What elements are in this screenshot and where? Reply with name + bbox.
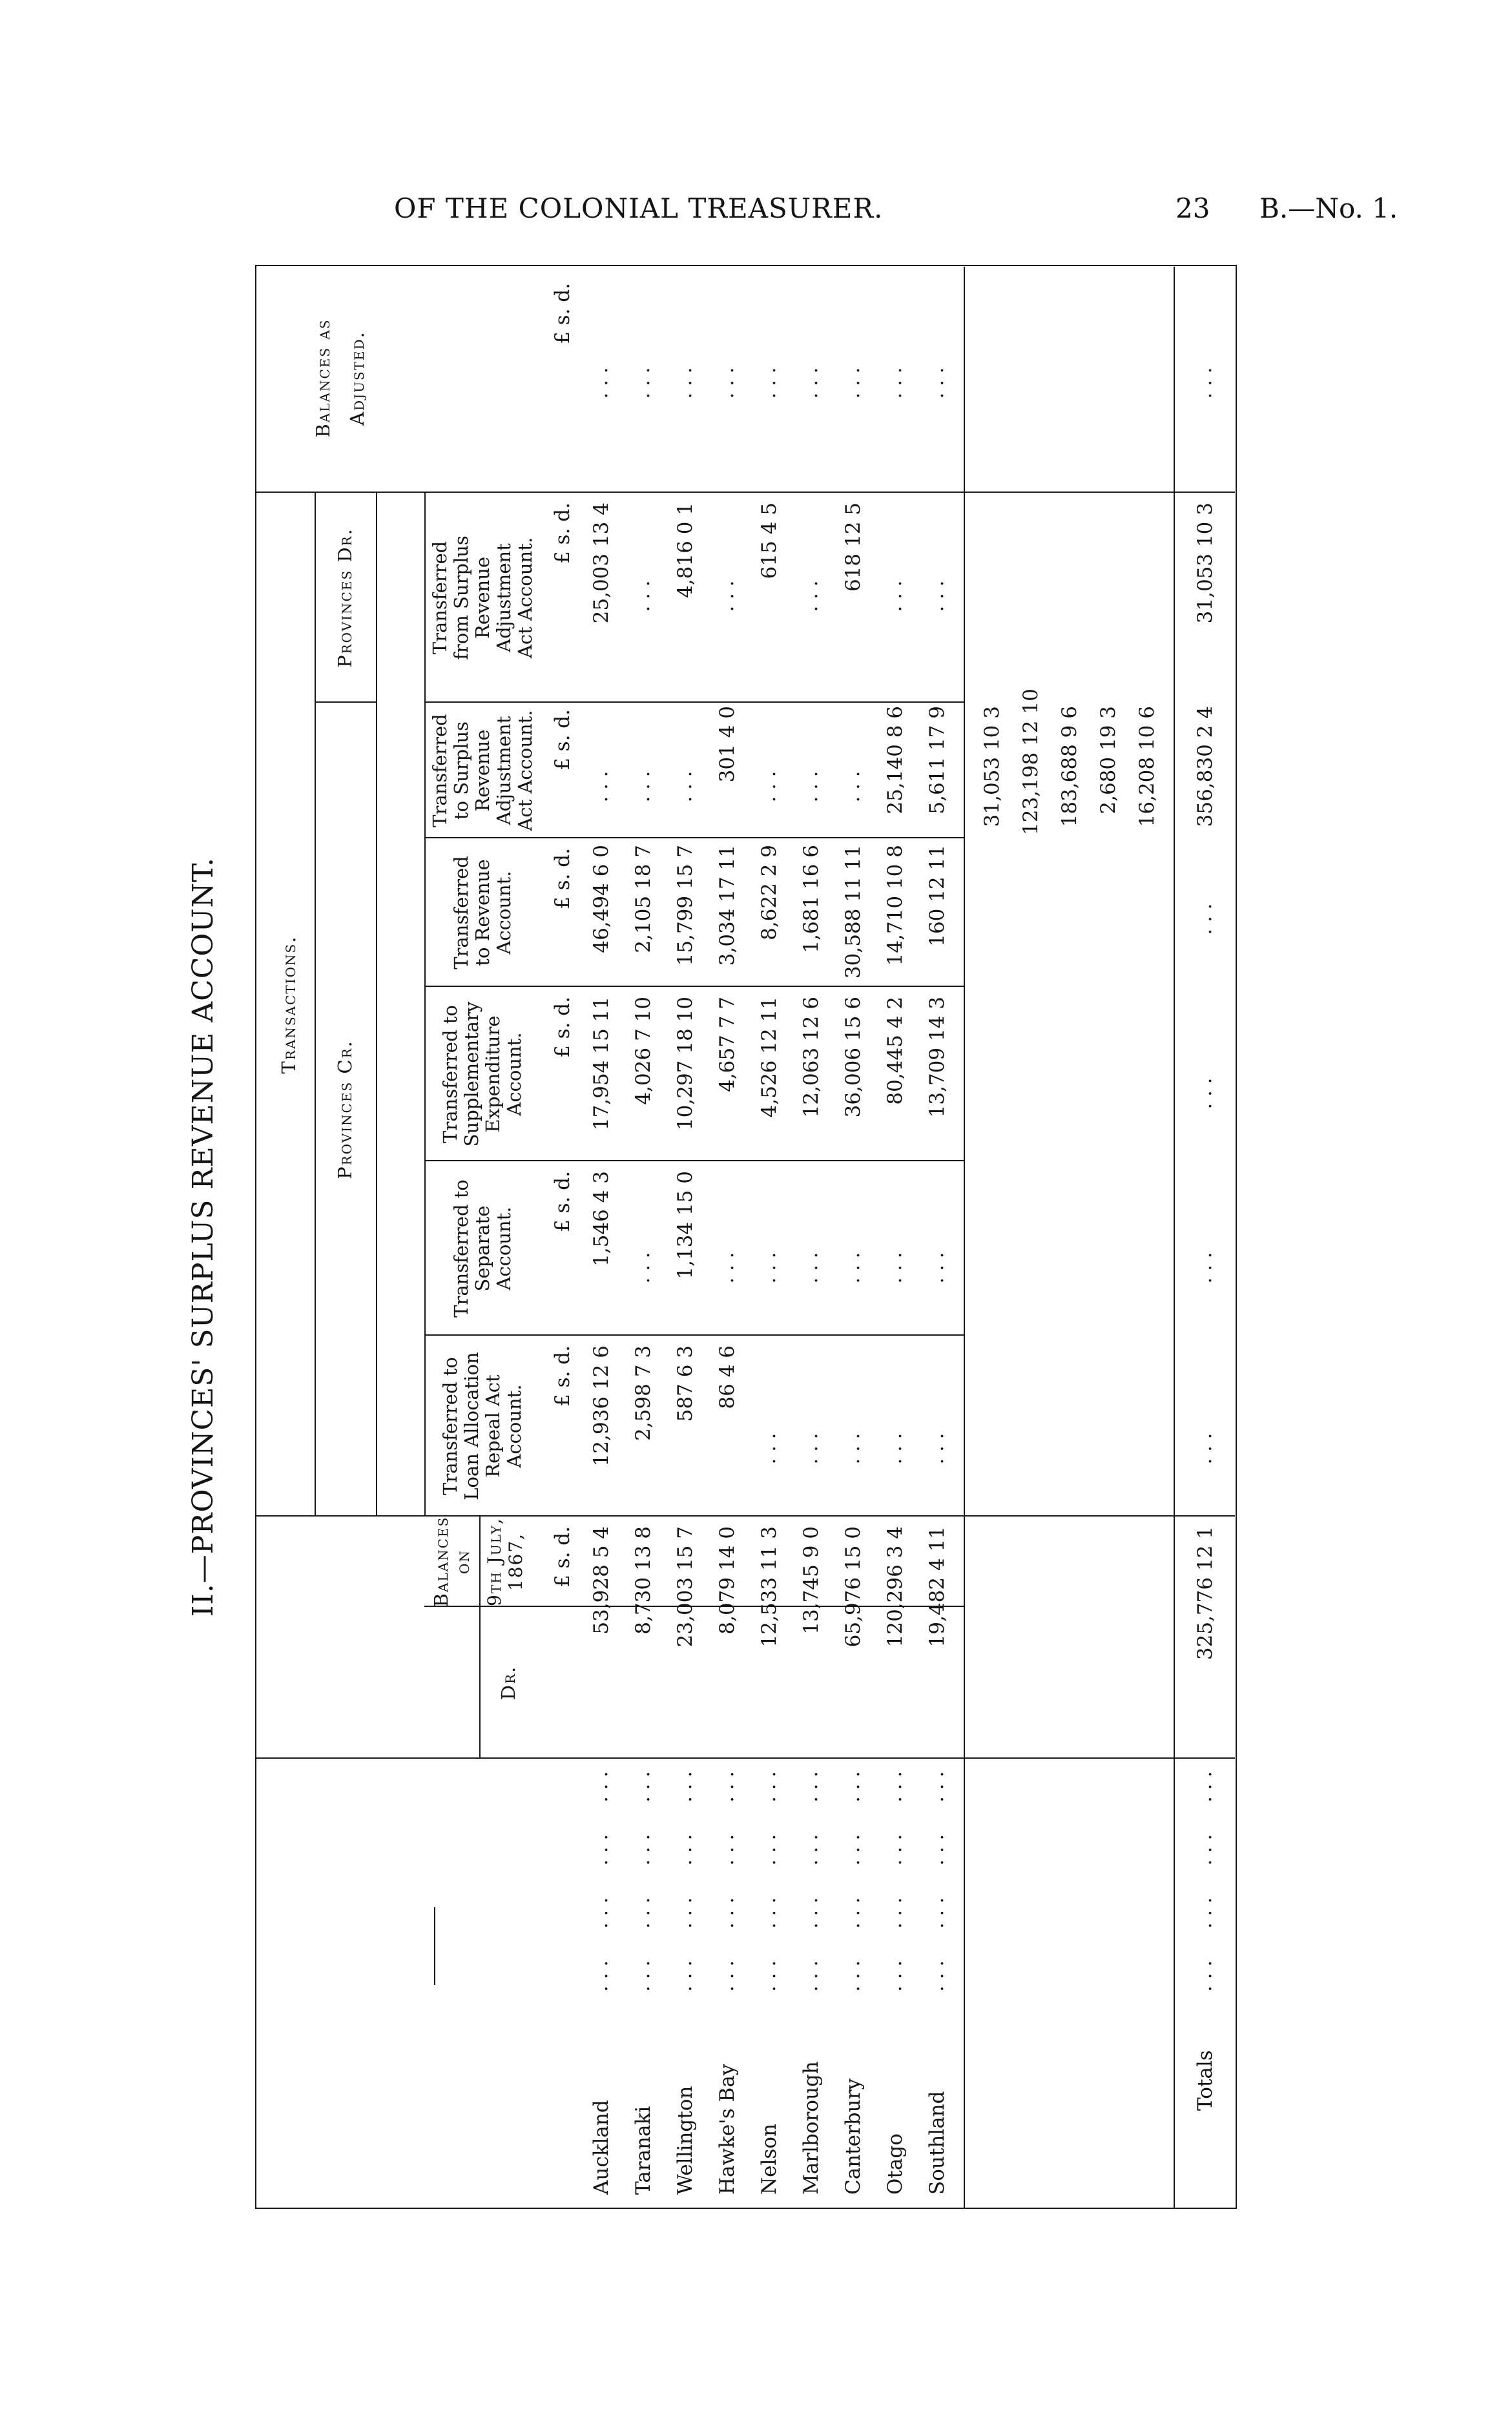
totals-balance: 325,776 12 1 [1194, 1526, 1217, 1661]
adjustment-extra-line: 123,198 12 10 [1019, 689, 1042, 835]
to-adjustment-cell: ... [758, 764, 780, 803]
totals-loan-allocation: ... [1194, 1426, 1216, 1465]
provinces-cr-header: Provinces Cr. [334, 1040, 356, 1179]
revenue-cell: 3,034 17 11 [716, 845, 739, 966]
from-adjustment-cell: 4,816 0 1 [674, 502, 697, 598]
province-wellington: Wellington [674, 2086, 697, 2195]
balance-cell: 23,003 15 7 [674, 1526, 697, 1648]
adjusted-cell: ... [884, 360, 906, 399]
table-title: II.—PROVINCES' SURPLUS REVENUE ACCOUNT. [187, 857, 220, 1617]
adjusted-cell: ... [674, 360, 696, 399]
leader-dots: ... ... ... ... [758, 1765, 780, 1992]
loan-allocation-cell: 2,598 7 3 [632, 1345, 655, 1441]
to-adjustment-cell: 25,140 8 6 [884, 706, 907, 814]
totals-leader-dots: ... ... ... ... [1194, 1765, 1216, 1992]
supplementary-cell: 10,297 18 10 [674, 997, 697, 1131]
loan-allocation-cell: ... [884, 1426, 906, 1465]
from-adjustment-cell: ... [926, 574, 948, 612]
leader-dots: ... ... ... ... [716, 1765, 738, 1992]
loan-allocation-cell: ... [842, 1426, 864, 1465]
separate-cell: ... [842, 1245, 864, 1284]
balance-cell: 12,533 11 3 [758, 1526, 781, 1648]
document-reference: B.—No. 1. [1259, 192, 1398, 224]
header-dash [434, 1907, 435, 1985]
leader-dots: ... ... ... ... [842, 1765, 864, 1992]
separate-cell: ... [758, 1245, 780, 1284]
loan-allocation-cell: ... [926, 1426, 948, 1465]
units-loan: £ s. d. [551, 1345, 574, 1407]
province-auckland: Auckland [590, 2100, 613, 2195]
provinces-dr-header: Provinces Dr. [334, 528, 356, 668]
separate-account-column-header: Transferred to Separate Account. [450, 1179, 515, 1318]
province-taranaki: Taranaki [632, 2106, 655, 2195]
adjusted-cell: ... [716, 360, 738, 399]
totals-separate: ... [1194, 1245, 1216, 1284]
adjusted-cell: ... [590, 360, 612, 399]
totals-label: Totals [1194, 2050, 1217, 2111]
supplementary-cell: 4,026 7 10 [632, 997, 655, 1105]
balance-cell: 8,730 13 8 [632, 1526, 655, 1635]
supplementary-cell: 80,445 4 2 [884, 997, 907, 1105]
province-canterbury: Canterbury [842, 2078, 865, 2195]
revenue-cell: 1,681 16 6 [800, 845, 823, 953]
balance-cell: 120,296 3 4 [884, 1526, 907, 1648]
to-adjustment-cell: ... [590, 764, 612, 803]
revenue-cell: 15,799 15 7 [674, 845, 697, 966]
supplementary-cell: 17,954 15 11 [590, 997, 613, 1131]
leader-dots: ... ... ... ... [926, 1765, 948, 1992]
transactions-header: Transactions. [277, 935, 300, 1074]
from-adjustment-column-header: Transferred from Surplus Revenue Adjustment Act Account. [428, 535, 536, 660]
revenue-cell: 46,494 6 0 [590, 845, 613, 953]
loan-allocation-cell: 12,936 12 6 [590, 1345, 613, 1467]
adjusted-cell: ... [800, 360, 822, 399]
balances-date-header: 9th July, 1867, [484, 1517, 526, 1606]
loan-allocation-cell: ... [800, 1426, 822, 1465]
from-adjustment-cell: 615 4 5 [758, 502, 781, 579]
units-balance: £ s. d. [551, 1526, 574, 1588]
province-otago: Otago [884, 2133, 907, 2195]
from-adjustment-cell: 25,003 13 4 [590, 502, 613, 624]
to-adjustment-cell: ... [632, 764, 654, 803]
separate-cell: ... [632, 1245, 654, 1284]
from-adjustment-cell: ... [716, 574, 738, 612]
units-supplementary: £ s. d. [551, 997, 574, 1058]
separate-cell: ... [884, 1245, 906, 1284]
supplementary-column-header: Transferred to Supplementary Expenditure Account. [439, 1001, 525, 1147]
balances-as-adjusted-header: Balances as Adjusted. [312, 318, 368, 438]
leader-dots: ... ... ... ... [884, 1765, 906, 1992]
to-adjustment-column-header: Transferred to Surplus Revenue Adjustment Act Account. [428, 710, 536, 831]
revenue-column-header: Transferred to Revenue Account. [450, 856, 515, 969]
totals-from-adjustment: 31,053 10 3 [1194, 502, 1217, 624]
adjustment-extra-line: 2,680 19 3 [1097, 706, 1120, 814]
to-adjustment-cell: 301 4 0 [716, 706, 739, 783]
province-marlborough: Marlborough [800, 2061, 823, 2195]
separate-cell: ... [926, 1245, 948, 1284]
revenue-cell: 14,710 10 8 [884, 845, 907, 966]
adjustment-extra-line: 31,053 10 3 [980, 706, 1004, 827]
adjusted-cell: ... [758, 360, 780, 399]
adjustment-extra-line: 183,688 9 6 [1058, 706, 1081, 827]
revenue-cell: 2,105 18 7 [632, 845, 655, 953]
province-southland: Southland [926, 2091, 949, 2195]
from-adjustment-cell: ... [632, 574, 654, 612]
province-hawkes-bay: Hawke's Bay [716, 2064, 739, 2195]
from-adjustment-cell: ... [884, 574, 906, 612]
loan-allocation-cell: 587 6 3 [674, 1345, 697, 1422]
units-from-adjustment: £ s. d. [551, 502, 574, 564]
adjusted-cell: ... [842, 360, 864, 399]
separate-cell: ... [716, 1245, 738, 1284]
balance-cell: 65,976 15 0 [842, 1526, 865, 1648]
supplementary-cell: 12,063 12 6 [800, 997, 823, 1118]
adjusted-cell: ... [632, 360, 654, 399]
totals-adjusted: ... [1194, 360, 1216, 399]
balances-on-header: Balances on [430, 1516, 473, 1608]
totals-revenue: ... [1194, 896, 1216, 935]
running-header-title: OF THE COLONIAL TREASURER. [394, 192, 884, 224]
supplementary-cell: 4,657 7 7 [716, 997, 739, 1092]
to-adjustment-cell: ... [674, 764, 696, 803]
page-number: 23 [1175, 192, 1210, 224]
to-adjustment-cell: ... [842, 764, 864, 803]
leader-dots: ... ... ... ... [632, 1765, 654, 1992]
leader-dots: ... ... ... ... [674, 1765, 696, 1992]
from-adjustment-cell: 618 12 5 [842, 502, 865, 592]
units-to-adjustment: £ s. d. [551, 709, 574, 771]
to-adjustment-cell: ... [800, 764, 822, 803]
supplementary-cell: 13,709 14 3 [926, 997, 949, 1118]
supplementary-cell: 36,006 15 6 [842, 997, 865, 1118]
leader-dots: ... ... ... ... [590, 1765, 612, 1992]
balance-cell: 8,079 14 0 [716, 1526, 739, 1635]
units-adjusted: £ s. d. [551, 283, 574, 344]
balance-cell: 53,928 5 4 [590, 1526, 613, 1635]
to-adjustment-cell: 5,611 17 9 [926, 706, 949, 814]
loan-allocation-cell: 86 4 6 [716, 1345, 739, 1409]
revenue-cell: 30,588 11 11 [842, 845, 865, 979]
revenue-cell: 160 12 11 [926, 845, 949, 947]
account-table [255, 265, 1237, 2209]
units-revenue: £ s. d. [551, 848, 574, 909]
totals-to-adjustment: 356,830 2 4 [1194, 706, 1217, 827]
balance-cell: 19,482 4 11 [926, 1526, 949, 1648]
adjusted-cell: ... [926, 360, 948, 399]
from-adjustment-cell: ... [800, 574, 822, 612]
rotated-table-page [184, 265, 1256, 2209]
units-separate: £ s. d. [551, 1171, 574, 1232]
totals-supplementary: ... [1194, 1071, 1216, 1110]
supplementary-cell: 4,526 12 11 [758, 997, 781, 1118]
revenue-cell: 8,622 2 9 [758, 845, 781, 940]
separate-cell: 1,546 4 3 [590, 1171, 613, 1267]
balance-cell: 13,745 9 0 [800, 1526, 823, 1635]
separate-cell: 1,134 15 0 [674, 1171, 697, 1279]
loan-allocation-cell: ... [758, 1426, 780, 1465]
adjustment-extra-line: 16,208 10 6 [1135, 706, 1159, 827]
leader-dots: ... ... ... ... [800, 1765, 822, 1992]
separate-cell: ... [800, 1245, 822, 1284]
loan-allocation-column-header: Transferred to Loan Allocation Repeal Act Account. [439, 1352, 525, 1500]
province-nelson: Nelson [758, 2124, 781, 2195]
dr-header: Dr. [497, 1665, 519, 1701]
